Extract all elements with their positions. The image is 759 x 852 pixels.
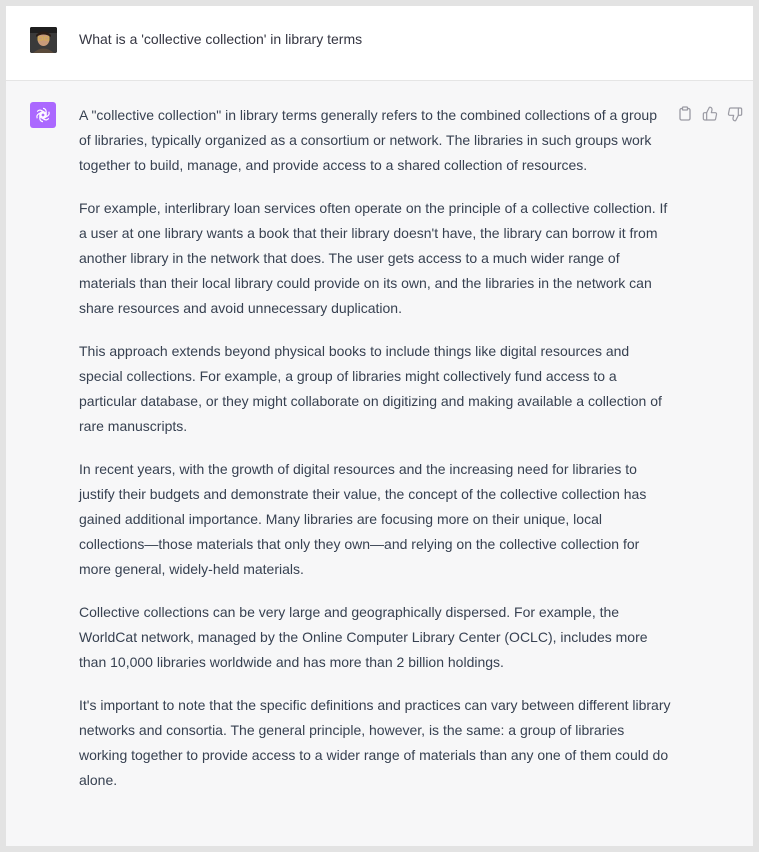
thumbs-up-button[interactable] [701,105,718,122]
assistant-message-row [6,81,753,846]
copy-button[interactable] [676,105,693,122]
openai-logo-icon [34,106,52,124]
copy-icon [678,106,692,121]
assistant-avatar [30,102,56,128]
paragraph: It's important to note that the specific definitions and practices can vary between different library networks and consortia. The general principle, however, is the same: a group of libraries working together to provide access to a wider range of materials than any one of them could do alone. [79,697,671,788]
user-message-row [6,6,753,81]
paragraph: This approach extends beyond physical books to include things like digital resources and special collections. For example, a group of libraries might collectively fund access to a particular database, or they might collaborate on digitizing and making available a collection of rare manuscripts. [79,343,662,434]
paragraph: In recent years, with the growth of digital resources and the increasing need for libraries to justify their budgets and demonstrate their value, the concept of the collective collection has gained additional importance. Many libraries are focusing more on their unique, local collections—those materials that only they own—and relying on the collective collection for more general, widely-held materials. [79,461,647,577]
paragraph: For example, interlibrary loan services often operate on the principle of a collective collection. If a user at one library wants a book that their library doesn't have, the library can borrow it from another library in the network that does. The user gets access to a much wider range of materials than their local library could provide on its own, and the libraries in the network can share resources and avoid unnecessary duplication. [79,200,668,316]
message-actions [676,105,743,123]
assistant-message-text [79,103,671,793]
paragraph: A "collective collection" in library terms generally refers to the combined collections of a group of libraries, typically organized as a consortium or network. The libraries in such groups work together to build, manage, and provide access to a shared collection of resources. [79,107,657,173]
thumbs-up-icon [702,106,718,122]
user-message-text: What is a 'collective collection' in library terms [79,31,363,47]
thumbs-down-button[interactable] [726,105,743,122]
thumbs-down-icon [727,106,743,122]
paragraph: Collective collections can be very large and geographically dispersed. For example, the WorldCat network, managed by the Online Computer Library Center (OCLC), includes more than 10,000 libraries worldwide and has more than 2 billion holdings. [79,604,648,670]
user-avatar [30,27,57,53]
chat-window [6,6,753,846]
